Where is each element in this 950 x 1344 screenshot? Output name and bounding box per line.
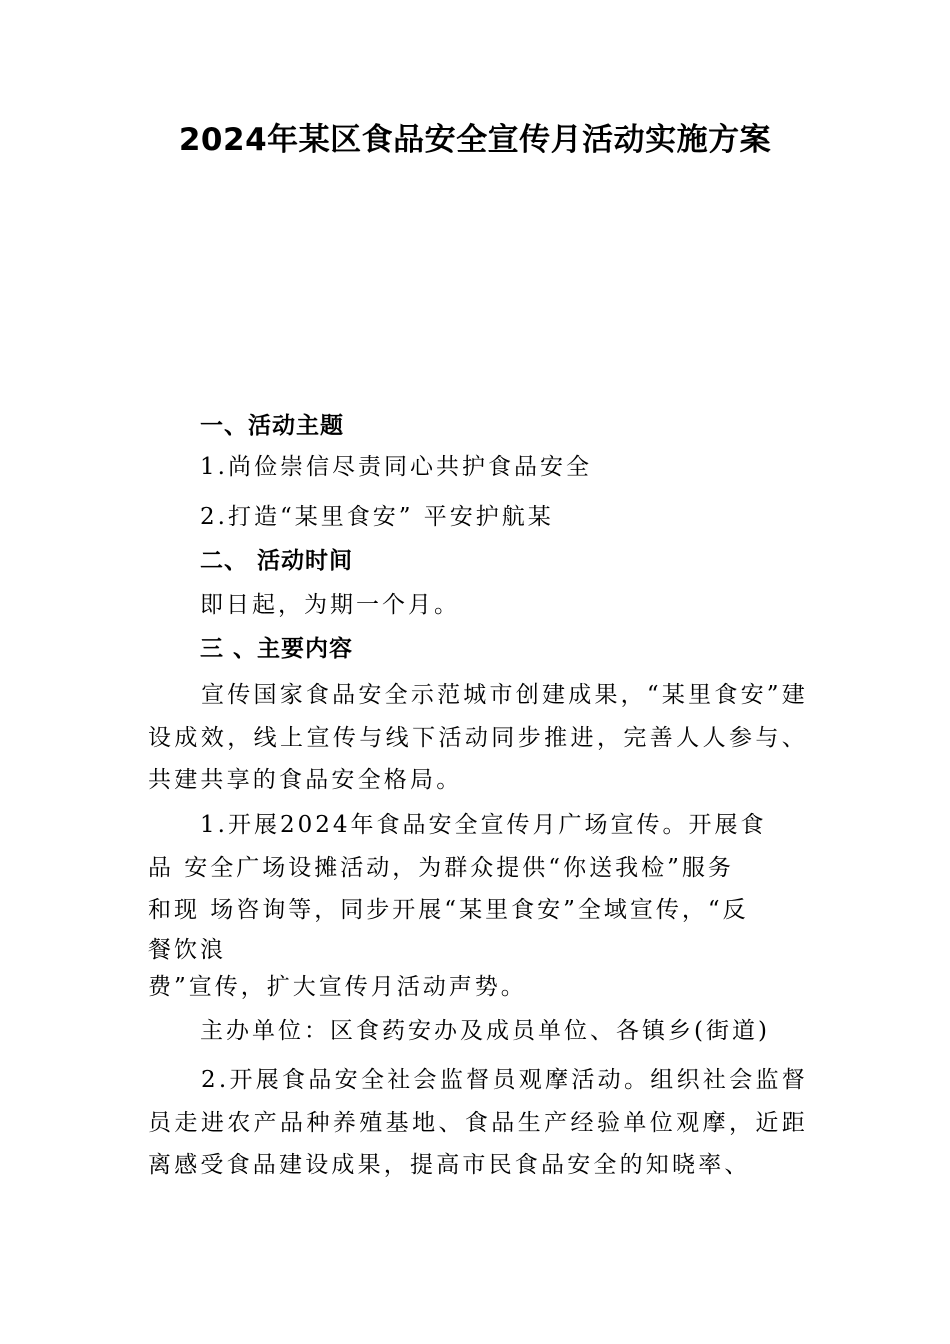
document-title: 2024年某区食品安全宣传月活动实施方案 xyxy=(178,122,772,158)
section-3-heading: 三 、主要内容 xyxy=(200,636,354,662)
section-2-heading: 二、 活动时间 xyxy=(200,548,354,574)
section-3-item-1-line-2: 品 安全广场设摊活动，为群众提供“你送我检”服务 xyxy=(148,855,734,881)
section-3-intro-paragraph: 宣传国家食品安全示范城市创建成果，“某里食安”建设成效，线上宣传与线下活动同步推进，完善人人参与、共建共享的食品安全格局。 xyxy=(148,682,808,793)
section-3-item-2-paragraph: 2.开展食品安全社会监督员观摩活动。组织社会监督员走进农产品种养殖基地、食品生产经验单位观摩，近距离感受食品建设成果，提高市民食品安全的知晓率、 xyxy=(148,1067,808,1178)
section-3-item-1-organizer: 主办单位：区食药安办及成员单位、各镇乡(街道) xyxy=(200,1018,770,1044)
section-3-item-1-line-3: 和现 场咨询等，同步开展“某里食安”全域宣传，“反 xyxy=(148,897,749,923)
section-1-item-1: 1.尚俭崇信尽责同心共护食品安全 xyxy=(200,454,592,480)
section-3-item-1-line-4: 餐饮浪 xyxy=(148,937,226,963)
section-3-item-1-line-5: 费”宣传，扩大宣传月活动声势。 xyxy=(148,974,527,1000)
section-1-heading: 一、活动主题 xyxy=(200,413,344,439)
section-1-item-2: 2.打造“某里食安” 平安护航某 xyxy=(200,504,554,530)
section-3-item-1-line-1: 1.开展2024年食品安全宣传月广场宣传。开展食 xyxy=(200,812,767,838)
section-2-text: 即日起，为期一个月。 xyxy=(200,592,460,618)
